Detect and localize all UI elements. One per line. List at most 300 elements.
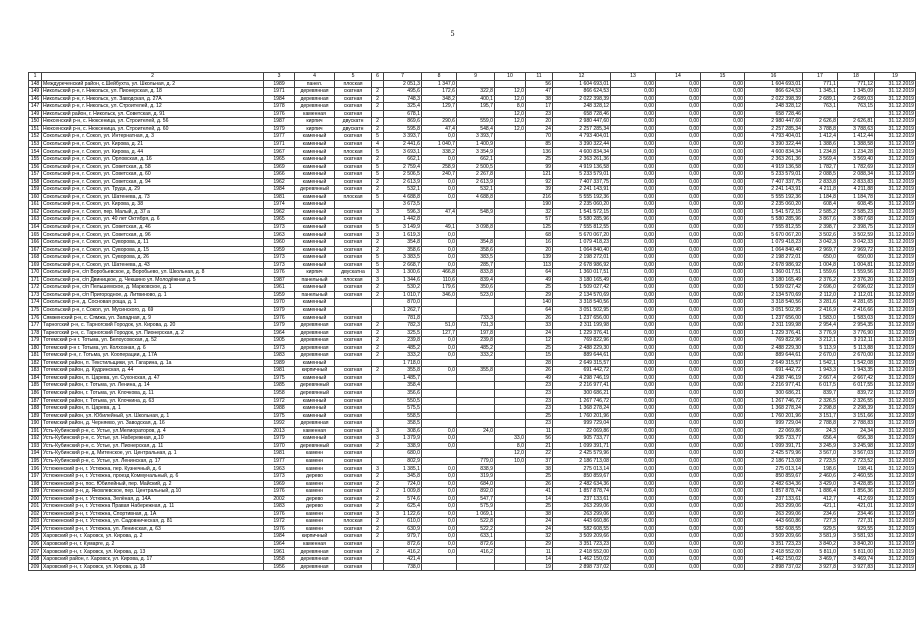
cell-floors: 2 [372, 88, 384, 96]
cell-row-number: 209 [29, 563, 42, 571]
cell-col-14: 0,00 [656, 533, 701, 541]
cell-col-14: 0,00 [656, 442, 701, 450]
cell-deadline: 31.12.2019 [875, 563, 916, 571]
table-row [29, 480, 916, 488]
column-number: 4 [295, 73, 335, 81]
cell-year-built: 1976 [264, 269, 295, 277]
cell-col-13: 0,00 [611, 178, 656, 186]
cell-col-15: 0,00 [701, 261, 745, 269]
cell-col-13: 0,00 [611, 306, 656, 314]
cell-col-14: 0,00 [656, 397, 701, 405]
cell-total-area: 354,8 [384, 239, 422, 247]
cell-deadline: 31.12.2019 [875, 171, 916, 179]
cell-col-14: 0,00 [656, 374, 701, 382]
cell-unit-cost-limit: 2 696,02 [838, 284, 875, 292]
cell-unit-cost-limit: 412,69 [838, 495, 875, 503]
cell-unit-cost: 1 782,7 [803, 163, 838, 171]
cell-total-area: 338,9 [384, 442, 422, 450]
cell-deadline: 31.12.2019 [875, 125, 916, 133]
cell-unit-cost-limit: 1 542,08 [838, 359, 875, 367]
cell-col-14: 0,00 [656, 261, 701, 269]
cell-cost-total: 4 600 834,34 [553, 148, 611, 156]
cell-year-built: 1972 [264, 518, 295, 526]
cell-floors: 2 [372, 156, 384, 164]
cell-cost-sum: 658 728,46 [745, 110, 803, 118]
cell-col-13: 0,00 [611, 420, 656, 428]
cell-roof-type: скатная [335, 208, 372, 216]
cell-floors: 2 [372, 103, 384, 111]
cell-unit-cost: 3 151,7 [803, 412, 838, 420]
cell-total-area: 3 693,1 [384, 148, 422, 156]
cell-col-14: 0,00 [656, 457, 701, 465]
cell-deadline: 31.12.2019 [875, 427, 916, 435]
cell-wall-material: каменный [295, 435, 335, 443]
cell-residential-area [457, 374, 495, 382]
table-row [29, 367, 916, 375]
cell-cost-total: 300 686,21 [553, 389, 611, 397]
cell-year-built: 1973 [264, 261, 295, 269]
cell-roof-type: скатная [335, 291, 372, 299]
cell-floors: 2 [372, 503, 384, 511]
cell-floors: 2 [372, 533, 384, 541]
cell-year-built: 1969 [264, 163, 295, 171]
cell-unit-cost: 3 281,6 [803, 299, 838, 307]
cell-residential-area: 548,9 [457, 208, 495, 216]
cell-residential-area: 733,3 [457, 314, 495, 322]
cell-year-built: 1965 [264, 156, 295, 164]
table-row [29, 495, 916, 503]
cell-total-area: 325,4 [384, 103, 422, 111]
cell-cost-sum: 7 407 337,75 [745, 178, 803, 186]
cell-total-area: 870,0 [384, 299, 422, 307]
cell-cost-total: 889 644,61 [553, 352, 611, 360]
cell-cost-sum: 237 133,61 [745, 495, 803, 503]
cell-residents: 121 [526, 171, 553, 179]
cell-unit-cost: 3 840,2 [803, 540, 838, 548]
cell-residents: 37 [526, 457, 553, 465]
cell-floors [372, 374, 384, 382]
cell-year-built: 1973 [264, 472, 295, 480]
cell-roof-type: скатная [335, 405, 372, 413]
cell-wall-material: каменный [295, 359, 335, 367]
cell-col-14: 0,00 [656, 450, 701, 458]
cell-roof-type: скатная [335, 442, 372, 450]
cell-total-area: 532,1 [384, 186, 422, 194]
cell-roof-type: скатная [335, 156, 372, 164]
cell-cost-sum: 263 299,06 [745, 510, 803, 518]
cell-total-area: 802,9 [384, 457, 422, 465]
cell-residential-area [457, 216, 495, 224]
cell-deadline: 31.12.2019 [875, 540, 916, 548]
cell-col-14: 0,00 [656, 465, 701, 473]
cell-nonresidential-area: 0,0 [422, 133, 457, 141]
cell-row-number: 160 [29, 193, 42, 201]
cell-col-15: 0,00 [701, 88, 745, 96]
cell-residents: 25 [526, 156, 553, 164]
cell-cost-total: 1 604 693,01 [553, 80, 611, 88]
cell-address: Сокольский р-н, г. Сокол, ул. Советская, д. 46 [42, 223, 264, 231]
cell-col-14: 0,00 [656, 495, 701, 503]
cell-residential-area: 839,4 [457, 276, 495, 284]
cell-wall-material: деревянная [295, 563, 335, 571]
cell-year-built: 1976 [264, 314, 295, 322]
cell-year-built: 1975 [264, 374, 295, 382]
cell-wall-material: панельный [295, 291, 335, 299]
cell-residential-area [457, 382, 495, 390]
cell-cost-total: 4 919 136,58 [553, 163, 611, 171]
cell-address: Усть-Кубинский р-н, с. Устье, ул. Пионерская, д. 11 [42, 442, 264, 450]
cell-total-area: 345,8 [384, 472, 422, 480]
cell-col-13: 0,00 [611, 186, 656, 194]
cell-floors [372, 389, 384, 397]
table-row [29, 442, 916, 450]
cell-deadline: 31.12.2019 [875, 503, 916, 511]
cell-col-14: 0,00 [656, 186, 701, 194]
cell-cost-sum: 3 318 540,56 [745, 299, 803, 307]
cell-deadline: 31.12.2019 [875, 239, 916, 247]
cell-deadline: 31.12.2019 [875, 457, 916, 465]
cell-deadline: 31.12.2019 [875, 261, 916, 269]
column-number: 15 [701, 73, 745, 81]
cell-col-14: 0,00 [656, 201, 701, 209]
cell-roof-type: скатная [335, 88, 372, 96]
cell-year-built: 1976 [264, 525, 295, 533]
cell-deadline: 31.12.2019 [875, 284, 916, 292]
cell-residents: 22 [526, 450, 553, 458]
cell-col-10 [495, 405, 526, 413]
cell-col-10 [495, 193, 526, 201]
cell-year-built: 1963 [264, 465, 295, 473]
cell-floors: 2 [372, 246, 384, 254]
cell-nonresidential-area: 290,6 [422, 118, 457, 126]
cell-col-15: 0,00 [701, 374, 745, 382]
cell-wall-material: каменн [295, 518, 335, 526]
cell-row-number: 201 [29, 503, 42, 511]
cell-residential-area: 333,2 [457, 352, 495, 360]
cell-row-number: 177 [29, 322, 42, 330]
cell-address: Тотемский район, д. Кудринская, д. 44 [42, 367, 264, 375]
cell-cost-total: 4 298 746,19 [553, 374, 611, 382]
cell-residential-area [457, 299, 495, 307]
cell-residential-area: 2 613,9 [457, 178, 495, 186]
cell-nonresidential-area: 0,0 [422, 525, 457, 533]
column-number: 6 [372, 73, 384, 81]
cell-residents: 85 [526, 140, 553, 148]
cell-deadline: 31.12.2019 [875, 374, 916, 382]
cell-deadline: 31.12.2019 [875, 88, 916, 96]
cell-roof-type: скатная [335, 284, 372, 292]
cell-deadline: 31.12.2019 [875, 276, 916, 284]
cell-residents: 24 [526, 525, 553, 533]
cell-unit-cost: 5 811,0 [803, 548, 838, 556]
cell-roof-type: скатная [335, 374, 372, 382]
cell-residents: 14 [526, 556, 553, 564]
cell-residents: 41 [526, 488, 553, 496]
cell-year-built: 1992 [264, 420, 295, 428]
cell-col-14: 0,00 [656, 472, 701, 480]
cell-residential-area [457, 201, 495, 209]
cell-year-built: 2002 [264, 495, 295, 503]
cell-deadline: 31.12.2019 [875, 359, 916, 367]
cell-row-number: 155 [29, 156, 42, 164]
cell-residents: 136 [526, 148, 553, 156]
cell-nonresidential-area: 346,0 [422, 291, 457, 299]
table-row [29, 140, 916, 148]
cell-year-built: 1987 [264, 118, 295, 126]
cell-deadline: 31.12.2019 [875, 95, 916, 103]
cell-cost-sum: 3 509 209,66 [745, 533, 803, 541]
cell-wall-material: деревянная [295, 337, 335, 345]
cell-year-built: 1973 [264, 223, 295, 231]
cell-wall-material: каменный [295, 299, 335, 307]
cell-wall-material: деревянный [295, 389, 335, 397]
cell-row-number: 178 [29, 329, 42, 337]
cell-total-area: 1 300,6 [384, 269, 422, 277]
cell-cost-total: 443 660,86 [553, 518, 611, 526]
cell-deadline: 31.12.2019 [875, 367, 916, 375]
cell-residents: 68 [526, 231, 553, 239]
cell-total-area: 781,8 [384, 314, 422, 322]
cell-row-number: 168 [29, 254, 42, 262]
cell-col-10 [495, 261, 526, 269]
table-row [29, 171, 916, 179]
cell-residential-area: 400,1 [457, 95, 495, 103]
cell-cost-sum: 7 555 812,55 [745, 223, 803, 231]
cell-total-area: 3 393,7 [384, 133, 422, 141]
cell-unit-cost-limit: 3 567,03 [838, 450, 875, 458]
cell-year-built: 1987 [264, 276, 295, 284]
cell-cost-sum: 5 580 285,96 [745, 216, 803, 224]
cell-row-number: 191 [29, 427, 42, 435]
cell-residents: 11 [526, 548, 553, 556]
cell-residents: 29 [526, 291, 553, 299]
cell-residential-area: 522,2 [457, 525, 495, 533]
cell-nonresidential-area: 0,0 [422, 533, 457, 541]
cell-nonresidential-area [422, 110, 457, 118]
cell-row-number: 156 [29, 163, 42, 171]
cell-unit-cost: 2 788,8 [803, 420, 838, 428]
cell-col-13: 0,00 [611, 80, 656, 88]
cell-floors [372, 80, 384, 88]
cell-wall-material: каменный [295, 216, 335, 224]
cell-residential-area: 3 098,8 [457, 223, 495, 231]
cell-col-15: 0,00 [701, 306, 745, 314]
cell-col-10 [495, 80, 526, 88]
cell-unit-cost: 2 689,1 [803, 95, 838, 103]
cell-col-15: 0,00 [701, 186, 745, 194]
table-row [29, 299, 916, 307]
cell-col-10: 12,0 [495, 125, 526, 133]
cell-total-area: 1 718,0 [384, 359, 422, 367]
cell-deadline: 31.12.2019 [875, 223, 916, 231]
cell-nonresidential-area: 0,0 [422, 261, 457, 269]
cell-unit-cost: 2 376,2 [803, 276, 838, 284]
cell-roof-type: скатная [335, 510, 372, 518]
cell-col-10 [495, 480, 526, 488]
cell-address: Сокольский р-н, г. Сокол, ул. Кирова, д. 21 [42, 140, 264, 148]
cell-roof-type: скатная [335, 525, 372, 533]
cell-wall-material: каменный [295, 254, 335, 262]
cell-nonresidential-area [422, 306, 457, 314]
cell-col-10 [495, 465, 526, 473]
cell-col-13: 0,00 [611, 405, 656, 413]
cell-wall-material: каменный [295, 284, 335, 292]
cell-col-15: 0,00 [701, 133, 745, 141]
cell-address: Сокольский р-н, г. Сокол, ул. Кирова, д. 38 [42, 201, 264, 209]
cell-address: Сокольский р-н, г. Сокол, ул. Суворова, д. 15 [42, 246, 264, 254]
cell-wall-material: деревянная [295, 344, 335, 352]
cell-floors: 2 [372, 291, 384, 299]
cell-nonresidential-area [422, 397, 457, 405]
cell-cost-sum: 263 299,06 [745, 503, 803, 511]
cell-col-15: 0,00 [701, 427, 745, 435]
cell-row-number: 200 [29, 495, 42, 503]
cell-row-number: 188 [29, 405, 42, 413]
cell-deadline: 31.12.2019 [875, 525, 916, 533]
cell-floors [372, 563, 384, 571]
cell-unit-cost-limit: 1 345,09 [838, 88, 875, 96]
cell-col-14: 0,00 [656, 480, 701, 488]
cell-col-15: 0,00 [701, 382, 745, 390]
cell-year-built: 1989 [264, 359, 295, 367]
cell-unit-cost: 1 004,8 [803, 261, 838, 269]
cell-nonresidential-area: 0,0 [422, 344, 457, 352]
cell-cost-sum: 4 298 746,19 [745, 374, 803, 382]
cell-col-13: 0,00 [611, 133, 656, 141]
cell-residential-area: 4 688,8 [457, 193, 495, 201]
cell-floors: 3 [372, 427, 384, 435]
cell-residents: 38 [526, 510, 553, 518]
cell-deadline: 31.12.2019 [875, 397, 916, 405]
cell-residents: 12 [526, 337, 553, 345]
table-row [29, 133, 916, 141]
cell-col-15: 0,00 [701, 465, 745, 473]
cell-unit-cost: 3 927,8 [803, 563, 838, 571]
cell-wall-material: деревянная [295, 329, 335, 337]
cell-row-number: 148 [29, 80, 42, 88]
cell-roof-type: скатная [335, 352, 372, 360]
cell-residential-area: 24,0 [457, 427, 495, 435]
cell-unit-cost: 3 569,4 [803, 156, 838, 164]
table-row [29, 472, 916, 480]
cell-col-15: 0,00 [701, 556, 745, 564]
cell-col-13: 0,00 [611, 472, 656, 480]
cell-col-14: 0,00 [656, 269, 701, 277]
table-row [29, 269, 916, 277]
cell-floors: 2 [372, 125, 384, 133]
column-number: 7 [384, 73, 422, 81]
cell-nonresidential-area [422, 420, 457, 428]
cell-col-10: 12,0 [495, 88, 526, 96]
cell-total-area: 2 506,5 [384, 171, 422, 179]
cell-residential-area [457, 442, 495, 450]
cell-unit-cost: 3 429,0 [803, 480, 838, 488]
cell-floors: 2 [372, 118, 384, 126]
cell-col-10: 12,0 [495, 118, 526, 126]
cell-year-built: 1984 [264, 95, 295, 103]
cell-col-10 [495, 525, 526, 533]
cell-col-13: 0,00 [611, 110, 656, 118]
cell-deadline: 31.12.2019 [875, 118, 916, 126]
cell-address: Устюженский р-н, г. Устюжна, ул. Ленинская, д. 63 [42, 525, 264, 533]
cell-col-10 [495, 495, 526, 503]
page-number: 5 [450, 29, 455, 38]
cell-floors: 2 [372, 480, 384, 488]
cell-row-number: 147 [29, 103, 42, 111]
cell-residents: 99 [526, 163, 553, 171]
cell-residential-area [457, 359, 495, 367]
cell-col-13: 0,00 [611, 518, 656, 526]
cell-cost-total: 5 233 579,01 [553, 171, 611, 179]
cell-col-10 [495, 533, 526, 541]
cell-deadline: 31.12.2019 [875, 156, 916, 164]
cell-year-built: 1981 [264, 193, 295, 201]
cell-unit-cost: 2 969,7 [803, 246, 838, 254]
cell-unit-cost-limit: 2 670,00 [838, 352, 875, 360]
cell-address: Нюксенский р-н, с. Нюксеница, ул. Строителей, д. 56 [42, 118, 264, 126]
cell-floors: 5 [372, 223, 384, 231]
cell-residential-area: 319,9 [457, 472, 495, 480]
cell-col-14: 0,00 [656, 163, 701, 171]
cell-col-10 [495, 239, 526, 247]
cell-residential-area: 575,9 [457, 503, 495, 511]
cell-residential-area [457, 80, 495, 88]
cell-cost-sum: 2 198 272,01 [745, 254, 803, 262]
cell-unit-cost-limit: 2 788,83 [838, 420, 875, 428]
cell-total-area: 1 344,6 [384, 276, 422, 284]
cell-col-14: 0,00 [656, 231, 701, 239]
cell-year-built: 1965 [264, 216, 295, 224]
cell-floors: 2 [372, 518, 384, 526]
cell-floors: 5 [372, 133, 384, 141]
cell-roof-type: скатная [335, 563, 372, 571]
column-number: 12 [553, 73, 611, 81]
cell-unit-cost-limit: 2 088,34 [838, 171, 875, 179]
cell-col-10 [495, 246, 526, 254]
cell-floors: 2 [372, 525, 384, 533]
cell-col-10 [495, 208, 526, 216]
cell-deadline: 31.12.2019 [875, 344, 916, 352]
cell-cost-sum: 2 022 398,39 [745, 95, 803, 103]
cell-col-10 [495, 540, 526, 548]
cell-deadline: 31.12.2019 [875, 193, 916, 201]
cell-floors: 2 [372, 352, 384, 360]
cell-col-14: 0,00 [656, 103, 701, 111]
cell-col-13: 0,00 [611, 480, 656, 488]
cell-year-built: 1960 [264, 239, 295, 247]
table-row [29, 322, 916, 330]
cell-year-built: 1964 [264, 329, 295, 337]
cell-wall-material: каменн [295, 465, 335, 473]
cell-address: Сокольский р-н, г. Сокол, ул. Суворова, д. 11 [42, 239, 264, 247]
cell-col-10 [495, 556, 526, 564]
cell-residents: 39 [526, 186, 553, 194]
cell-residents: 11 [526, 427, 553, 435]
cell-col-15: 0,00 [701, 435, 745, 443]
cell-row-number: 205 [29, 533, 42, 541]
cell-col-15: 0,00 [701, 367, 745, 375]
cell-unit-cost: 234,6 [803, 510, 838, 518]
cell-col-15: 0,00 [701, 344, 745, 352]
table-row [29, 352, 916, 360]
cell-row-number: 173 [29, 291, 42, 299]
cell-col-10 [495, 314, 526, 322]
cell-col-15: 0,00 [701, 276, 745, 284]
cell-col-14: 0,00 [656, 359, 701, 367]
cell-year-built: 1971 [264, 88, 295, 96]
cell-col-13: 0,00 [611, 95, 656, 103]
register-table [28, 72, 916, 571]
